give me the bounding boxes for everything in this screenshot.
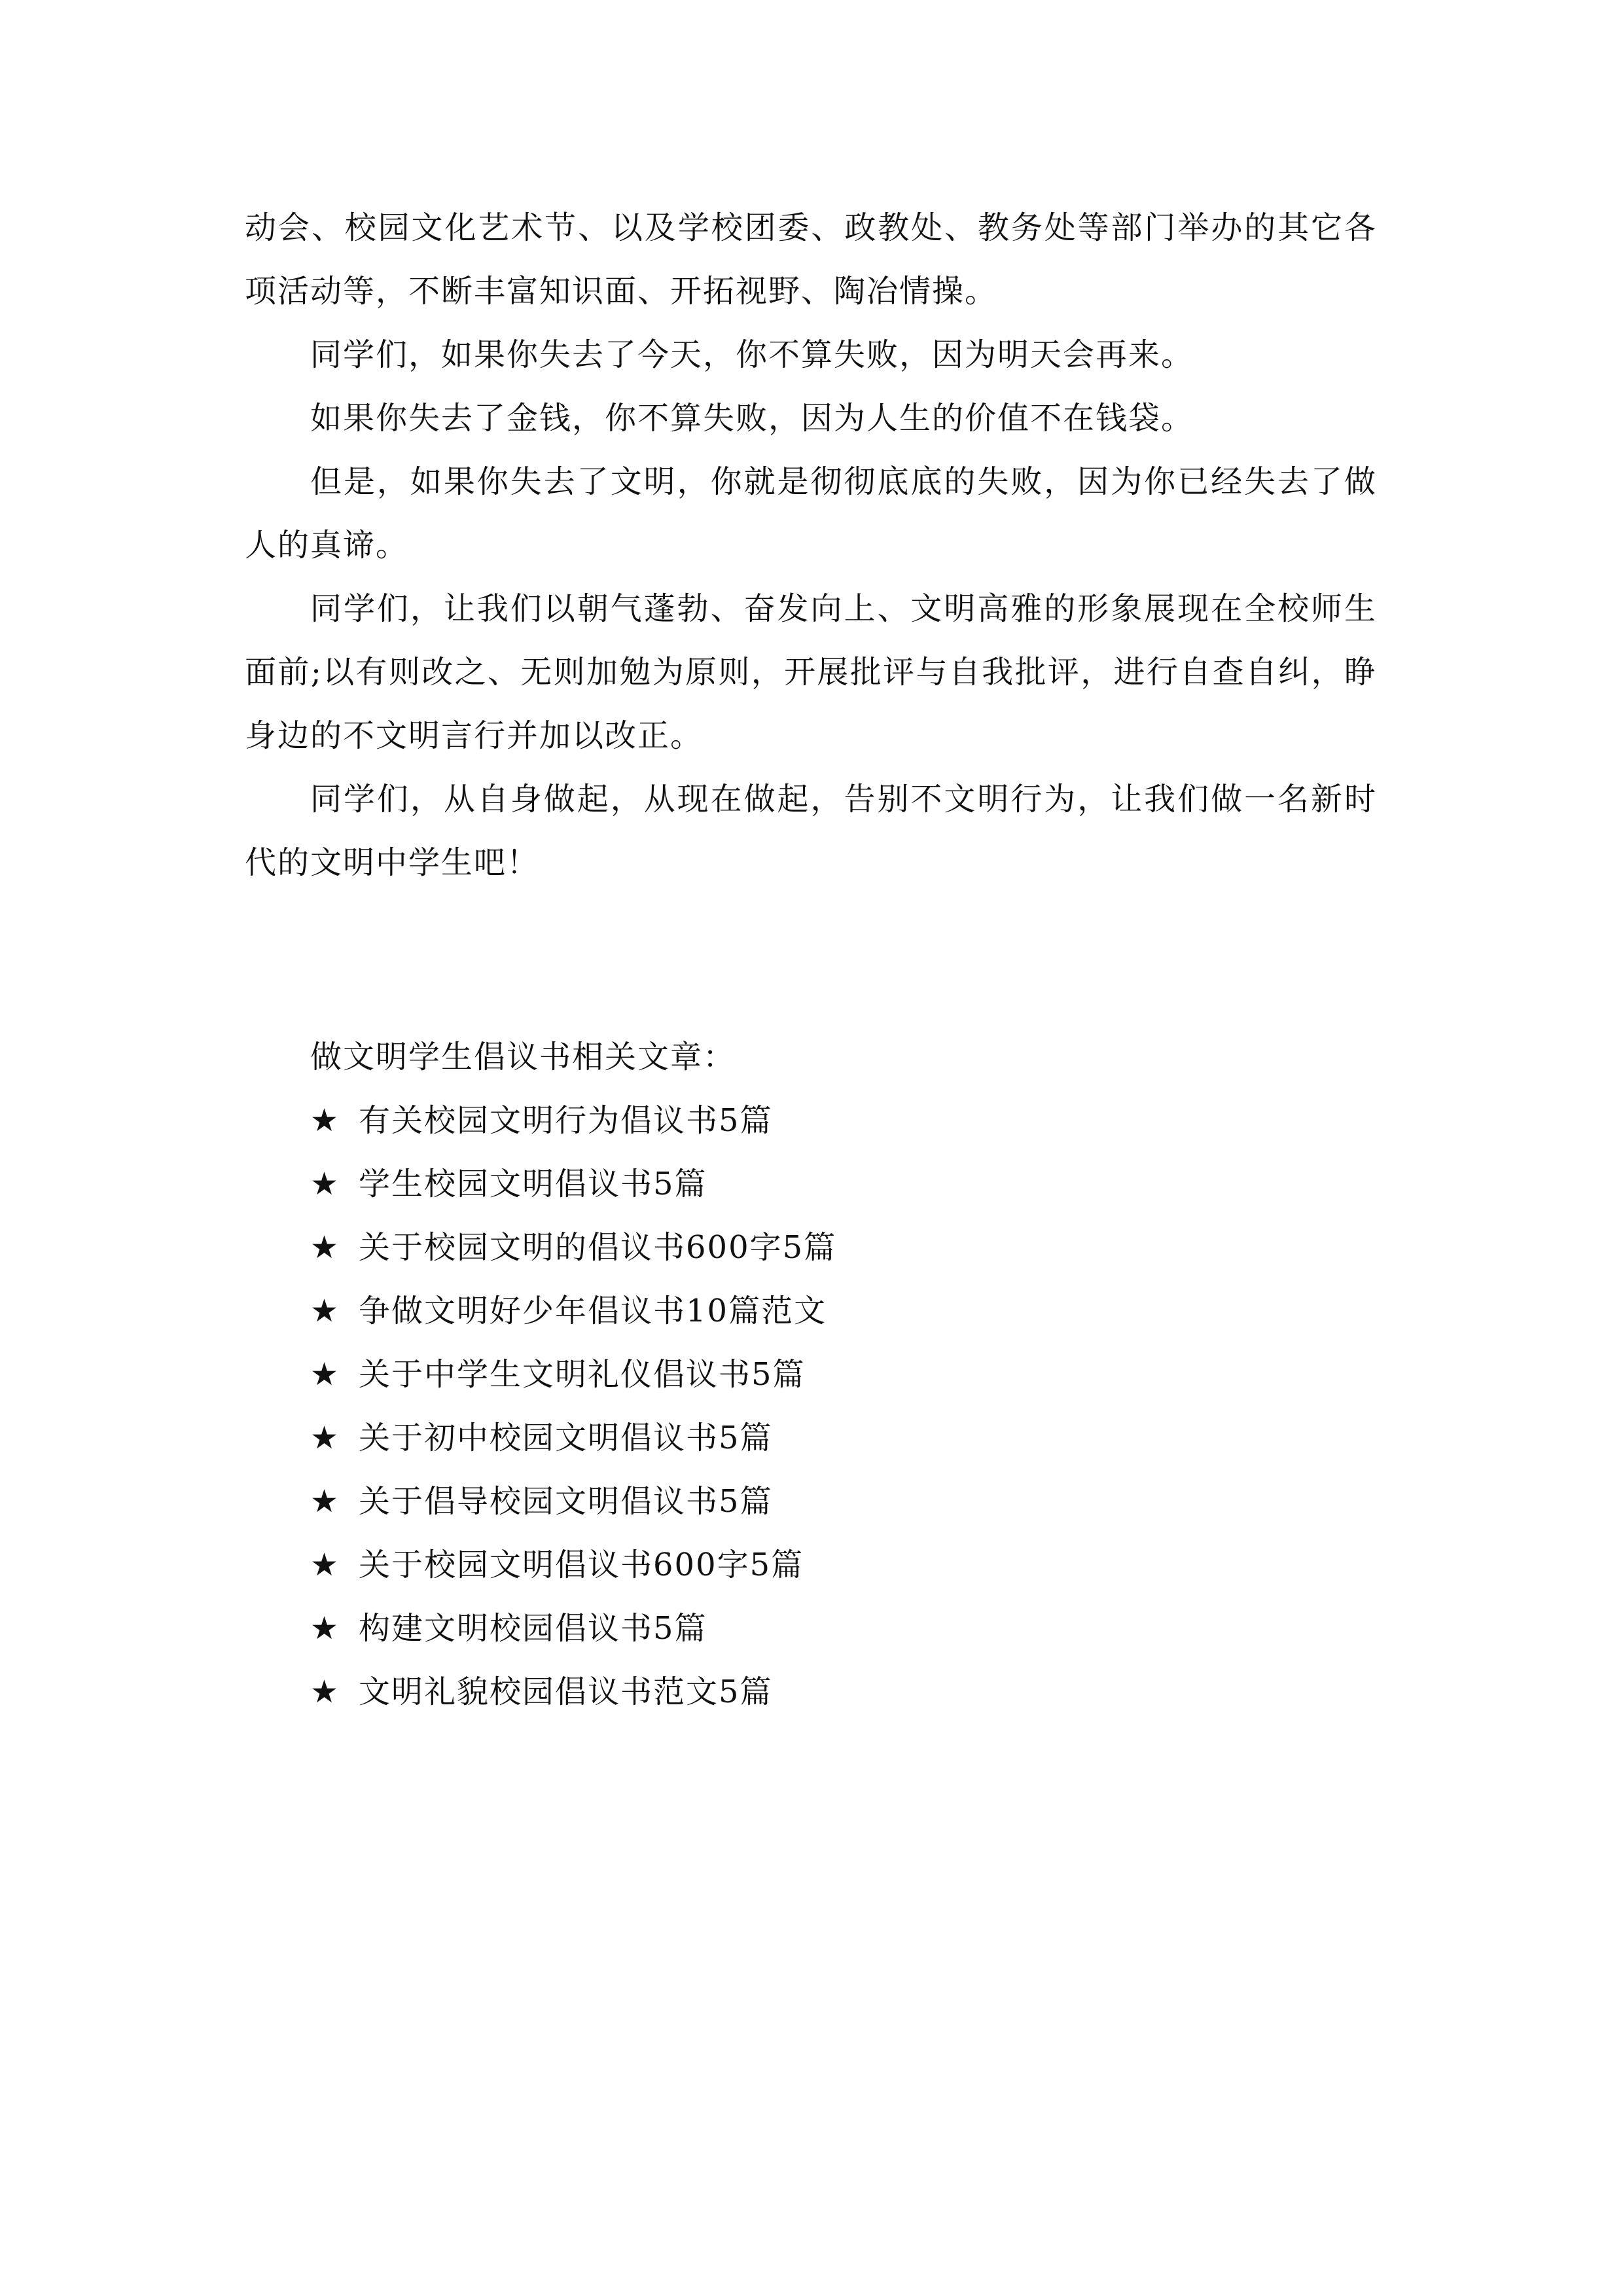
star-icon: ★ [310,1229,340,1266]
related-article-title: 关于校园文明的倡议书600字5篇 [359,1229,837,1266]
related-article-link[interactable] [310,1660,1357,1724]
related-article-title: 关于倡导校园文明倡议书5篇 [359,1483,773,1520]
related-article-link[interactable] [310,1216,1357,1280]
related-article-link[interactable] [310,1597,1357,1660]
related-article-title: 关于初中校园文明倡议书5篇 [359,1420,773,1456]
related-article-title: 争做文明好少年倡议书10篇范文 [359,1293,827,1329]
star-icon: ★ [310,1483,340,1520]
related-articles-heading: 做文明学生倡议书相关文章： [310,1039,736,1075]
related-article-link[interactable] [310,1343,1357,1407]
paragraph-1: 动会、校园文化艺术节、以及学校团委、政教处、教务处等部门举办的其它各项活动等，不断丰富知识面、开拓视野、陶冶情操。 [245,209,1377,310]
related-articles [310,1026,1357,1724]
related-article-title: 有关校园文明行为倡议书5篇 [359,1102,773,1139]
paragraph-3: 如果你失去了金钱，你不算失败，因为人生的价值不在钱袋。 [310,400,1194,437]
paragraph-5: 同学们，让我们以朝气蓬勃、奋发向上、文明高雅的形象展现在全校师生面前;以有则改之、无则加勉为原则，开展批评与自我批评，进行自查自纠，睁身边的不文明言行并加以改正。 [245,590,1377,754]
star-icon: ★ [310,1102,340,1139]
star-icon: ★ [310,1674,340,1710]
related-article-title: 文明礼貌校园倡议书范文5篇 [359,1674,773,1710]
article-body [245,196,1377,895]
related-articles-list [310,1089,1357,1724]
paragraph-6: 同学们，从自身做起，从现在做起，告别不文明行为，让我们做一名新时代的文明中学生吧！ [245,781,1377,881]
related-article-title: 学生校园文明倡议书5篇 [359,1166,707,1202]
related-article-title: 关于中学生文明礼仪倡议书5篇 [359,1356,806,1393]
paragraph-2: 同学们，如果你失去了今天，你不算失败，因为明天会再来。 [310,336,1194,373]
star-icon: ★ [310,1420,340,1456]
star-icon: ★ [310,1356,340,1393]
related-article-title: 构建文明校园倡议书5篇 [359,1610,707,1647]
related-article-title: 关于校园文明倡议书600字5篇 [359,1547,804,1583]
related-article-link[interactable] [310,1470,1357,1534]
star-icon: ★ [310,1166,340,1202]
related-article-link[interactable] [310,1089,1357,1153]
star-icon: ★ [310,1610,340,1647]
paragraph-4: 但是，如果你失去了文明，你就是彻彻底底的失败，因为你已经失去了做人的真谛。 [245,463,1377,564]
star-icon: ★ [310,1547,340,1583]
related-article-link[interactable] [310,1407,1357,1470]
related-article-link[interactable] [310,1280,1357,1343]
related-article-link[interactable] [310,1534,1357,1597]
related-article-link[interactable] [310,1153,1357,1216]
star-icon: ★ [310,1293,340,1329]
